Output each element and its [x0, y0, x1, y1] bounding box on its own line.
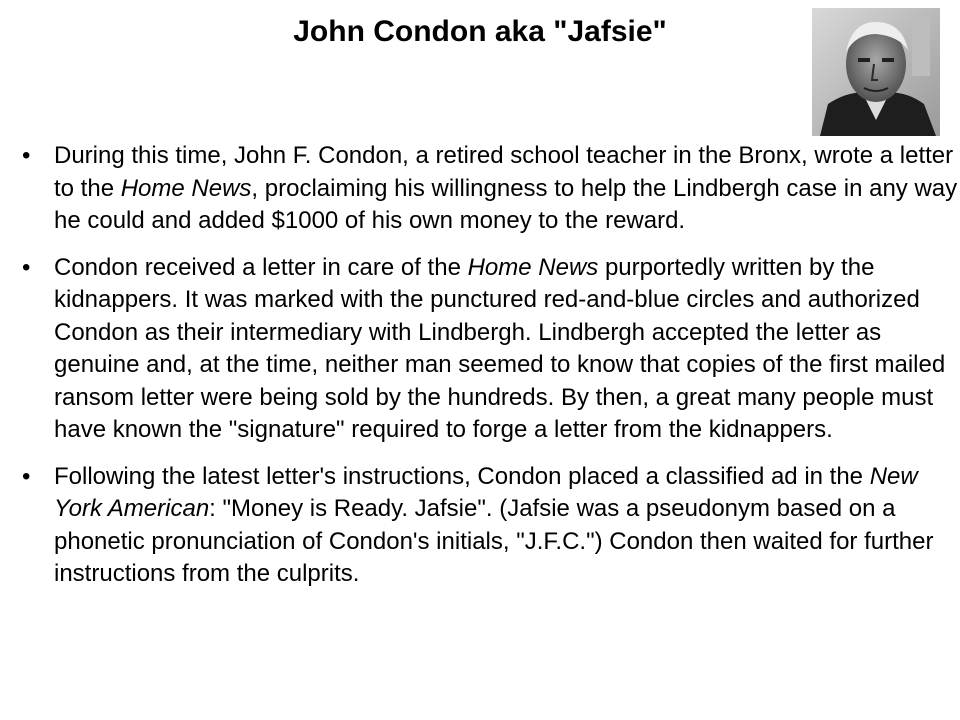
bullet-marker: •	[22, 462, 31, 490]
bullet-text: During this time, John F. Condon, a retired school teacher in the Bronx, wrote a letter to the Home News, proclaiming his willingness to help the Lindbergh case in any way he could and added $1000 of his own money to the reward.	[54, 142, 958, 234]
bullet-text: Condon received a letter in care of the Home News purportedly written by the kidnappers. It was marked with the punctured red-and-blue circles and authorized Condon as their intermediary with Lindbergh. Lindbergh accepted the letter as genuine and, at the time, neither man seemed to know that copies of the first mailed ransom letter were being sold by the hundreds. By then, a great many people must have known the "signature" required to forge a letter from the kidnappers.	[54, 253, 946, 443]
bullet-item	[22, 461, 958, 591]
bullet-list	[22, 140, 958, 605]
portrait-photo	[812, 8, 940, 136]
bullet-item	[22, 252, 958, 447]
bullet-marker: •	[22, 253, 31, 281]
bullet-marker: •	[22, 142, 31, 169]
portrait-photo-icon	[812, 8, 940, 136]
slide-title: John Condon aka "Jafsie"	[293, 15, 667, 48]
bullet-text: Following the latest letter's instructions, Condon placed a classified ad in the New York American: "Money is Ready. Jafsie". (Jafsie was a pseudonym based on a phonetic pronunciation of Condon's initials, "J.F.C.") Condon then waited for further instructions from the culprits.	[54, 462, 934, 587]
bullet-item	[22, 140, 958, 238]
